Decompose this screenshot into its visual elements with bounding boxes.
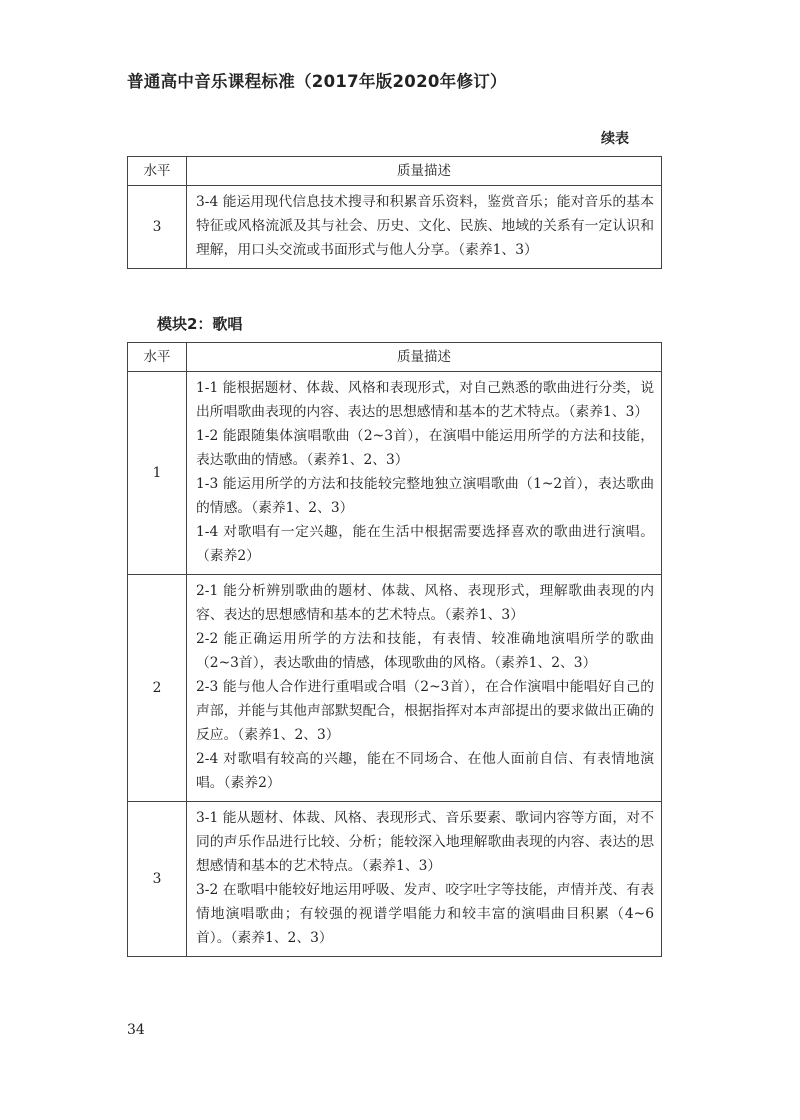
column-header-level: 水平: [128, 343, 187, 372]
description-item: 1-2 能跟随集体演唱歌曲（2~3首），在演唱中能运用所学的方法和技能，表达歌曲的情感。（素养1、2、3）: [196, 428, 654, 468]
column-header-level: 水平: [128, 157, 187, 186]
level-cell: 3: [128, 186, 187, 269]
table-header-row: [128, 157, 662, 186]
column-header-description: 质量描述: [187, 157, 662, 186]
continued-label: 续表: [601, 131, 629, 147]
quality-table-continued: [127, 156, 662, 269]
description-item: 1-4 对歌唱有一定兴趣，能在生活中根据需要选择喜欢的歌曲进行演唱。（素养2）: [196, 524, 654, 564]
table-row: [128, 372, 662, 575]
running-header-title: 普通高中音乐课程标准（2017年版2020年修订）: [127, 72, 507, 91]
description-cell: [187, 575, 662, 802]
description-cell: [187, 372, 662, 575]
quality-table-singing: [127, 342, 662, 957]
description-item: 3-2 在歌唱中能较好地运用呼吸、发声、咬字吐字等技能，声情并茂、有表情地演唱歌曲；有较强的视谱学唱能力和较丰富的演唱曲目积累（4~6首）。（素养1、2、3）: [196, 882, 654, 946]
table-row: [128, 802, 662, 957]
level-cell: 1: [128, 372, 187, 575]
description-item: 2-4 对歌唱有较高的兴趣，能在不同场合、在他人面前自信、有表情地演唱。（素养2）: [196, 751, 654, 791]
level-cell: 2: [128, 575, 187, 802]
description-item: 3-4 能运用现代信息技术搜寻和积累音乐资料，鉴赏音乐；能对音乐的基本特征或风格流派及其与社会、历史、文化、民族、地域的关系有一定认识和理解，用口头交流或书面形式与他人分享。（素养1、3）: [196, 194, 654, 258]
description-item: 2-3 能与他人合作进行重唱或合唱（2~3首），在合作演唱中能唱好自己的声部，并能与其他声部默契配合，根据指挥对本声部提出的要求做出正确的反应。（素养1、2、3）: [196, 679, 654, 743]
description-item: 3-1 能从题材、体裁、风格、表现形式、音乐要素、歌词内容等方面，对不同的声乐作品进行比较、分析；能较深入地理解歌曲表现的内容、表达的思想感情和基本的艺术特点。（素养1、3）: [196, 810, 654, 874]
table-row: [128, 575, 662, 802]
column-header-description: 质量描述: [187, 343, 662, 372]
table-row: [128, 186, 662, 269]
page-number: 34: [127, 1022, 145, 1038]
description-cell: [187, 186, 662, 269]
table-header-row: [128, 343, 662, 372]
description-item: 2-2 能正确运用所学的方法和技能，有表情、较准确地演唱所学的歌曲（2~3首），表达歌曲的情感，体现歌曲的风格。（素养1、2、3）: [196, 631, 654, 671]
section-heading: 模块2：歌唱: [157, 315, 243, 333]
level-cell: 3: [128, 802, 187, 957]
description-item: 1-3 能运用所学的方法和技能较完整地独立演唱歌曲（1~2首），表达歌曲的情感。（素养1、2、3）: [196, 476, 654, 516]
description-cell: [187, 802, 662, 957]
description-item: 2-1 能分析辨别歌曲的题材、体裁、风格、表现形式，理解歌曲表现的内容、表达的思想感情和基本的艺术特点。（素养1、3）: [196, 583, 654, 623]
description-item: 1-1 能根据题材、体裁、风格和表现形式，对自己熟悉的歌曲进行分类，说出所唱歌曲表现的内容、表达的思想感情和基本的艺术特点。（素养1、3）: [196, 380, 654, 420]
